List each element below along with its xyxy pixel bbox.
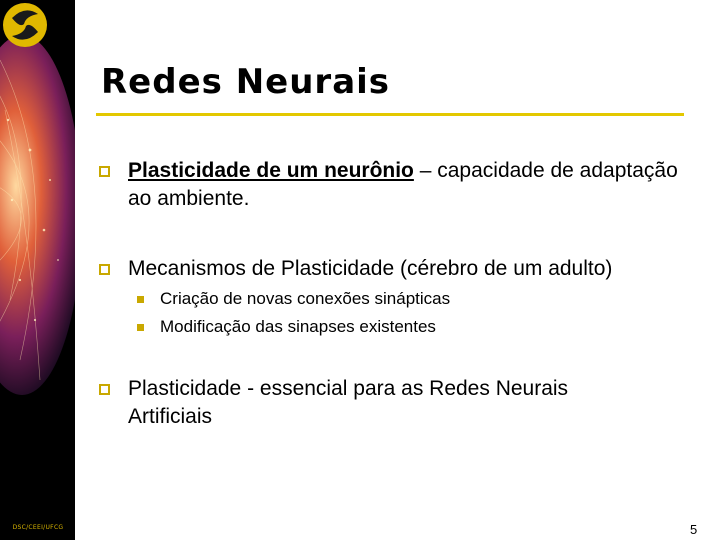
bullet-1-emphasis: Plasticidade de um neurônio xyxy=(128,159,414,182)
bullet-3-text: Plasticidade - essencial para as Redes Neurais Artificiais xyxy=(128,377,569,428)
logo-caption: DSC/CEEI/UFCG xyxy=(12,524,64,531)
bullet-square-icon xyxy=(99,264,110,275)
sub-bullet-square-icon xyxy=(137,324,144,331)
university-logo xyxy=(0,0,50,50)
decorative-side-strip xyxy=(0,0,75,540)
bullet-square-icon xyxy=(99,384,110,395)
bullet-1-text xyxy=(128,157,688,213)
page-number: 5 xyxy=(690,522,698,537)
title-underline xyxy=(96,113,684,116)
sub-bullet-1-text: Criação de novas conexões sinápticas xyxy=(160,289,451,308)
bullet-1-rest: – capacidade de adaptação ao ambiente. xyxy=(128,159,678,210)
sub-bullet-square-icon xyxy=(137,296,144,303)
bullet-square-icon xyxy=(99,166,110,177)
bullet-2-text: Mecanismos de Plasticidade (cérebro de um adulto) xyxy=(128,257,613,280)
slide-title: Redes Neurais xyxy=(101,62,391,102)
sub-bullet-2-text: Modificação das sinapses existentes xyxy=(160,317,436,336)
neural-sphere-image xyxy=(0,0,75,540)
